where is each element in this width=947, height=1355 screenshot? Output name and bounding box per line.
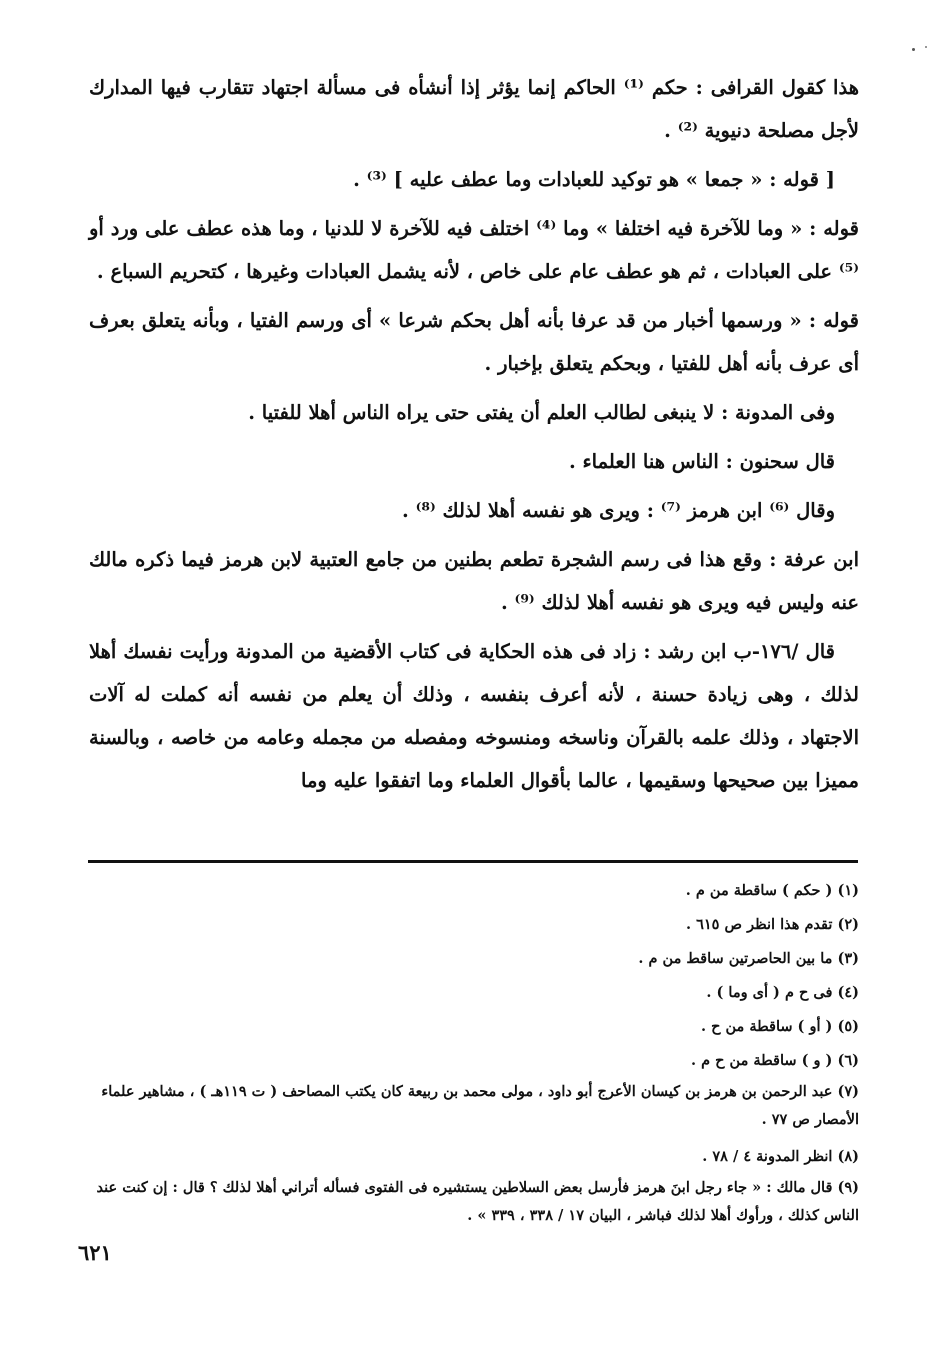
scan-speck xyxy=(912,48,915,51)
footnote: (٩) قال مالك : « جاء رجل ابنَ هرمز فأرسل بعض السلاطين يستشيره فى الفتوى فسأله أتراني أهلا لذلك ؟ قال : إن كنت عند الناس كذلك ، ورأوك أهلا لذلك فباشر ، البيان ١٧ / ٣٣٨ ، ٣٣٩ » . xyxy=(96,1179,859,1224)
paragraph: وفى المدونة : لا ينبغى لطالب العلم أن يفتى حتى يراه الناس أهلا للفتيا . xyxy=(248,401,835,424)
paragraph: ابن عرفة : وقع هذا فى رسم الشجرة تطعم بطنين من جامع العتبية لابن هرمز فيما ذكره مالك عنه وليس فيه ويرى هو نفسه أهلا لذلك ⁽⁹⁾ . xyxy=(89,548,859,614)
footnote: (٣) ما بين الحاصرتين ساقط من م . xyxy=(638,950,859,967)
footnote: (٢) تقدم هذا انظر ص ٦١٥ . xyxy=(686,916,859,933)
footnote: (٧) عبد الرحمن بن هرمز بن كيسان الأعرج أبو داود ، مولى محمد بن ربيعة كان يكتب المصاحف ( ت ١١٩هـ ) ، مشاهير علماء الأمصار ص ٧٧ . xyxy=(101,1083,859,1128)
page-number: ٦٢١ xyxy=(78,1240,112,1265)
paragraph: هذا كقول القرافى : حكم ⁽¹⁾ الحاكم إنما يؤثر إذا أنشأه فى مسألة اجتهاد تتقارب فيها المدارك لأجل مصلحة دنيوية ⁽²⁾ . xyxy=(89,76,859,142)
paragraph: وقال ⁽⁶⁾ ابن هرمز ⁽⁷⁾ : ويرى هو نفسه أهلا لذلك ⁽⁸⁾ . xyxy=(402,499,835,522)
footnote-divider xyxy=(88,860,858,863)
paragraph: [ قوله : « جمعا » هو توكيد للعبادات وما عطف عليه ] ⁽³⁾ . xyxy=(353,168,835,191)
paragraph: قال /١٧٦-ب ابن رشد : زاد فى هذه الحكاية فى كتاب الأقضية من المدونة ورأيت نفسك أهلا لذلك ، وهى زيادة حسنة ، لأنه أعرف بنفسه ، وذلك أن يعلم من نفسه أنه كملت له آلات الاجتهاد ، وذلك علمه بالقرآن وناسخه ومنسوخه ومفصله من مجمله وعامه من خاصه ، وبالسنة مميزا بين صحيحها وسقيمها ، عالما بأقوال العلماء وما اتفقوا عليه وما xyxy=(89,640,859,792)
paragraph: قوله : « وما للآخرة فيه اختلفا » وما ⁽⁴⁾ اختلف فيه للآخرة لا للدنيا ، وما هذه عطف على ورد أو ⁽⁵⁾ على العبادات ، ثم هو عطف عام على خاص ، لأنه يشمل العبادات وغيرها ، كتحريم السباع . xyxy=(89,217,860,283)
main-text xyxy=(89,66,859,808)
footnote: (٥) ( أو ) ساقطة من ح . xyxy=(700,1018,859,1035)
footnote: (٤) فى ح م ( أى وما ) . xyxy=(706,984,859,1001)
footnote: (٨) انظر المدونة ٤ / ٧٨ . xyxy=(702,1148,859,1165)
footnotes xyxy=(89,874,859,1236)
footnote: (١) ( حكم ) ساقطة من م . xyxy=(685,882,859,899)
footnote: (٦) ( و ) ساقطة من ح م . xyxy=(691,1052,859,1069)
paragraph: قوله : « ورسمها أخبار من قد عرفا بأنه أهل بحكم شرعا » أى ورسم الفتيا ، وبأنه يتعلق بعرف أى عرف بأنه أهل للفتيا ، وبحكم يتعلق بإخبار . xyxy=(89,309,859,375)
scan-speck xyxy=(925,46,927,48)
paragraph: قال سحنون : الناس هنا العلماء . xyxy=(568,450,835,473)
